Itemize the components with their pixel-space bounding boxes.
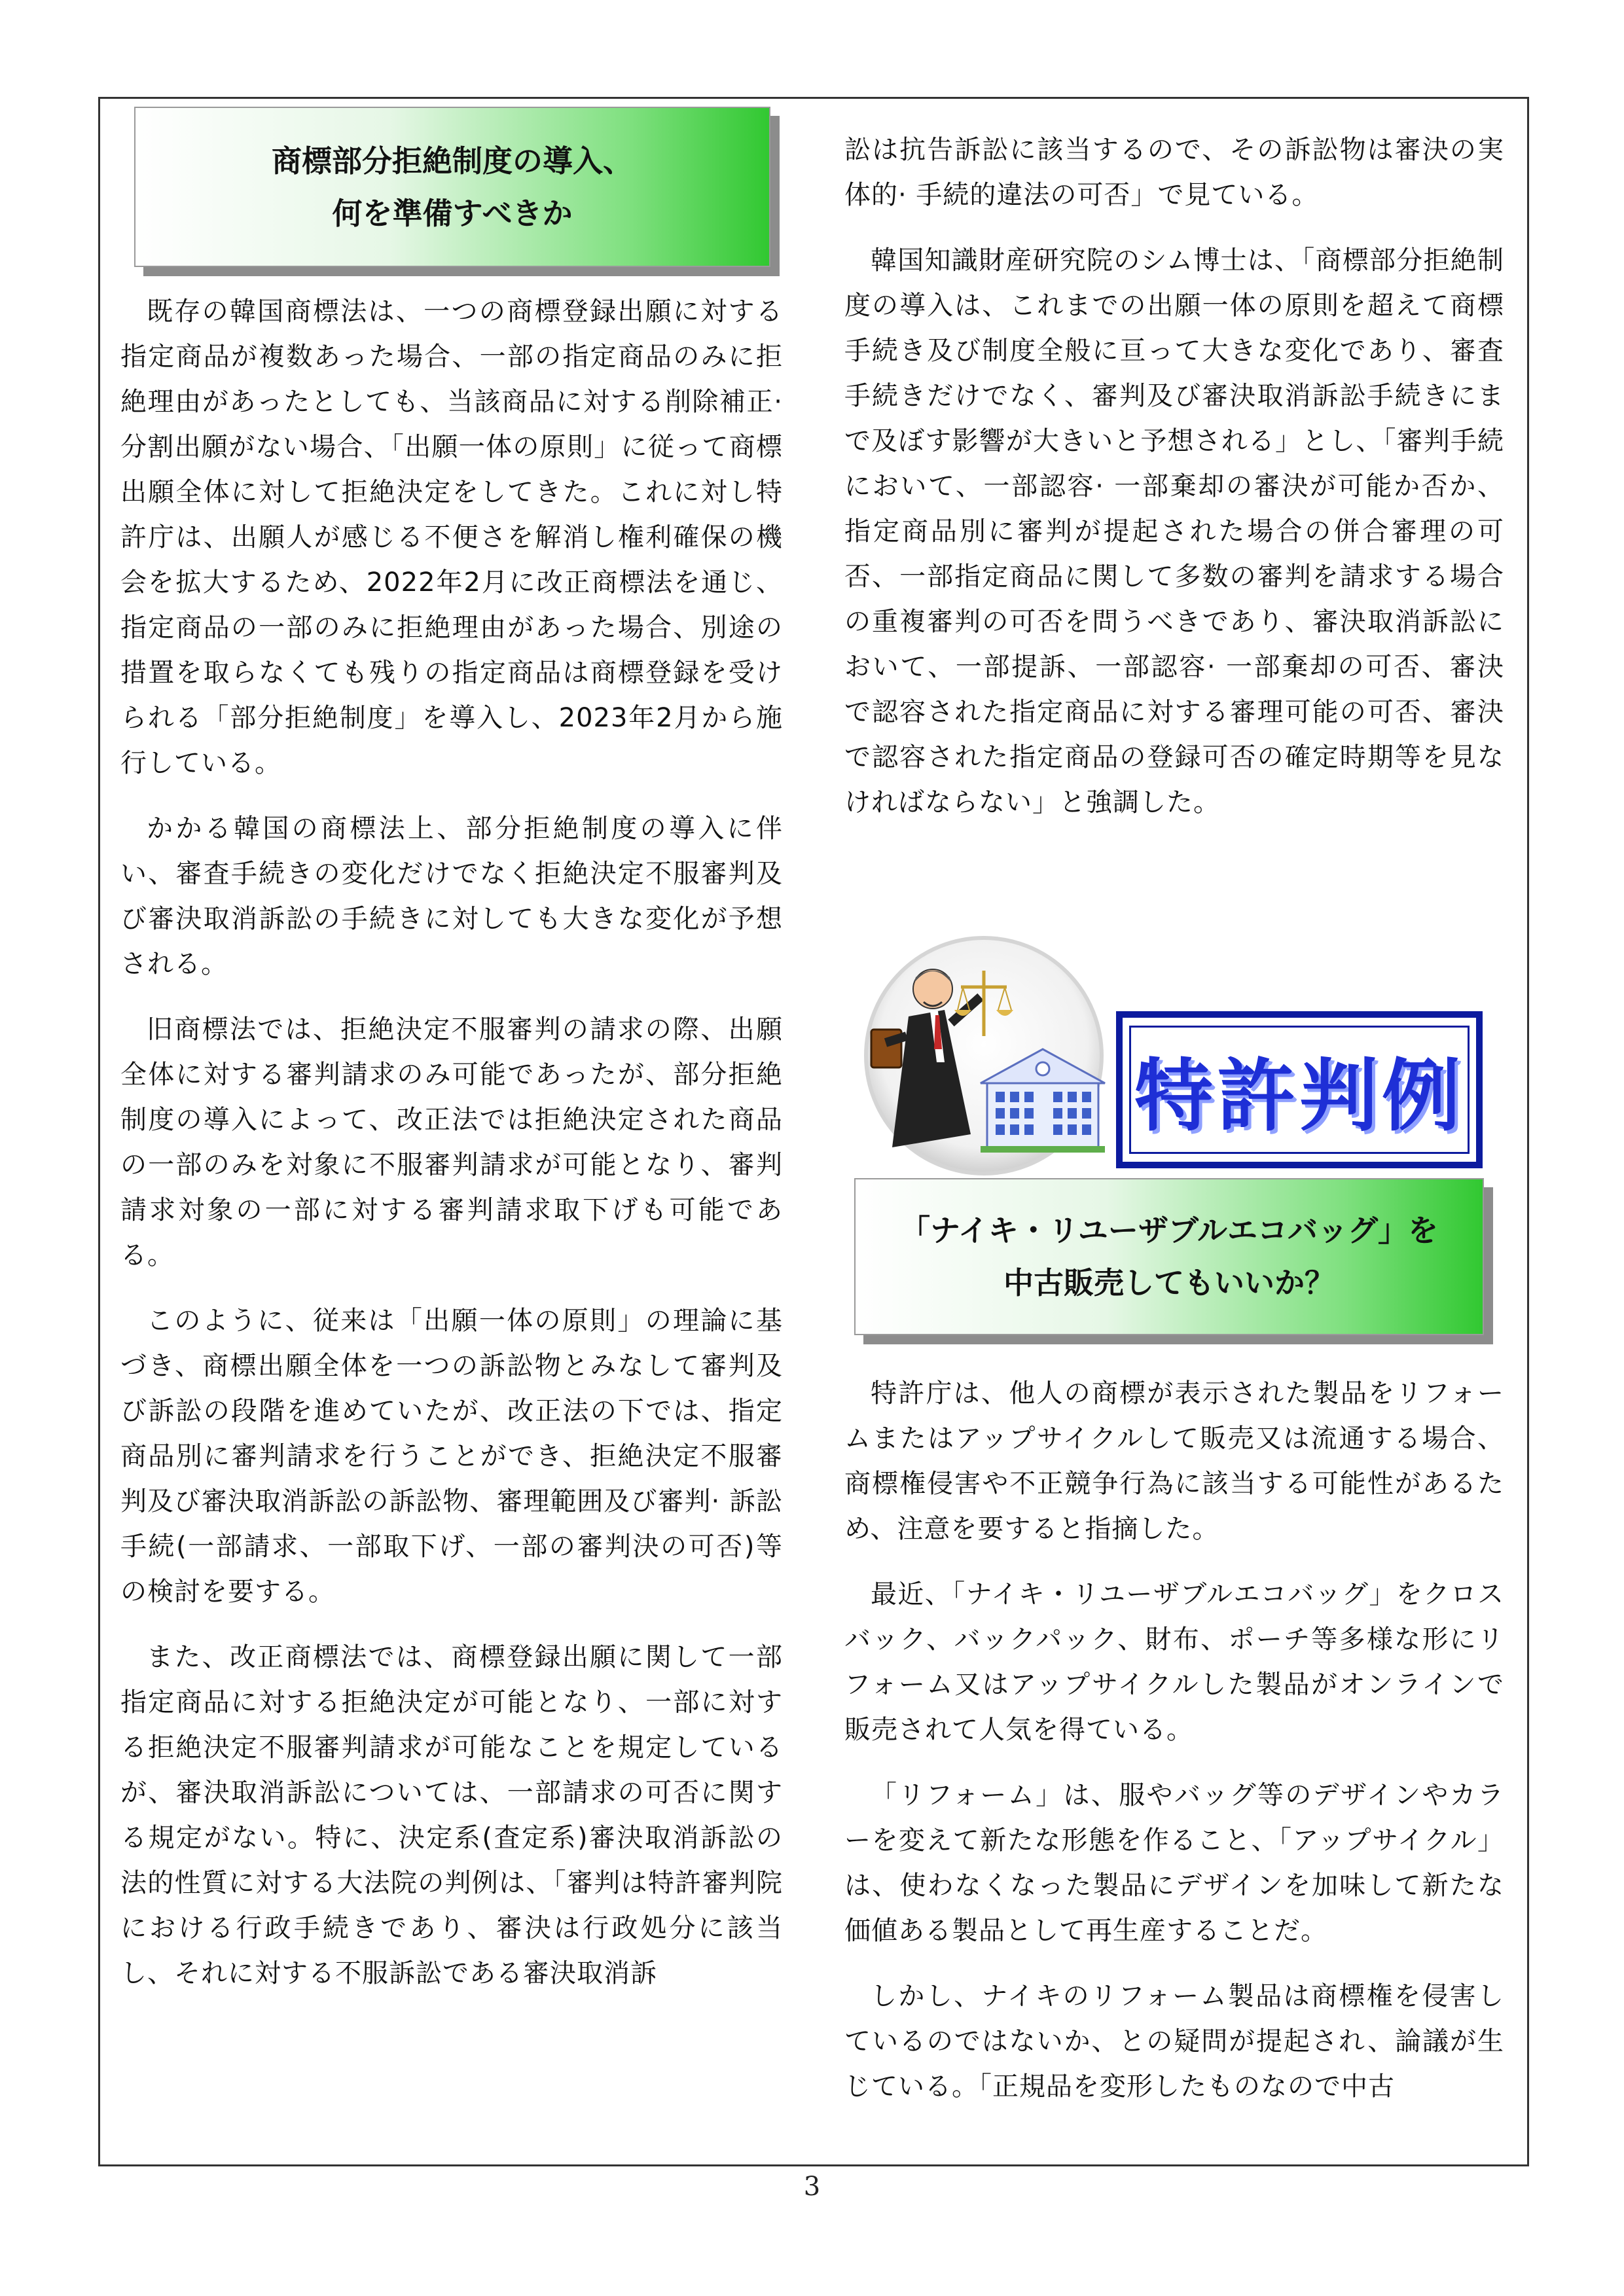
paragraph: 訟は抗告訴訟に該当するので、その訴訟物は審決の実体的· 手続的違法の可否」で見ている。 — [844, 135, 1504, 210]
paragraph: 「リフォーム」は、服やバッグ等のデザインやカラーを変えて新たな形態を作ること、「アップサイクル」は、使わなくなった製品にデザインを加味して新たな価値ある製品として再生産することだ。 — [844, 1780, 1504, 1946]
lawyer-courthouse-illustration — [846, 931, 1134, 1180]
headline-line-2: 何を準備すべきか — [332, 195, 573, 231]
paragraph: 最近、「ナイキ・リユーザブルエコバッグ」をクロスバック、バックパック、財布、ポーチ等多様な形にリフォーム又はアップサイクルした製品がオンラインで販売されて人気を得ている。 — [844, 1579, 1504, 1745]
paragraph: 既存の韓国商標法は、一つの商標登録出願に対する指定商品が複数あった場合、一部の指定商品のみに拒絶理由があったとしても、当該商品に対する削除補正· 分割出願がない場合、「出願一体の原則」に従って商標出願全体に対して拒絶決定をしてきた。これに対し特許庁は、出願人が感じる不便さを解消し権利確保の機会を拡大するため、2022年2月に改正商標法を通じ、指定商品の一部のみに拒絶理由があった場合、別途の措置を取らなくても残りの指定商品は商標登録を受けられる「部分拒絶制度」を導入し、2023年2月から施行している。 — [120, 296, 783, 778]
article-headline-nike — [854, 1178, 1484, 1335]
left-column — [120, 289, 783, 2017]
paragraph: 旧商標法では、拒絶決定不服審判の請求の際、出願全体に対する審判請求のみ可能であったが、部分拒絶制度の導入によって、改正法では拒絶決定された商品の一部のみを対象に不服審判請求が可能となり、審判請求対象の一部に対する審判請求取下げも可能である。 — [120, 1014, 783, 1270]
paragraph: しかし、ナイキのリフォーム製品は商標権を侵害しているのではないか、との疑問が提起され、論議が生じている。「正規品を変形したものなので中古 — [844, 1981, 1504, 2102]
patent-case-badge-label: 特許判例 — [1129, 1026, 1470, 1154]
paragraph: 韓国知識財産研究院のシム博士は、「商標部分拒絶制度の導入は、これまでの出願一体の原則を超えて商標手続き及び制度全般に亘って大きな変化であり、審査手続きだけでなく、審判及び審決取消訴訟手続きにまで及ぼす影響が大きいと予想される」とし、「審判手続において、一部認容· 一部棄却の審決が可能か否か、指定商品別に審判が提起された場合の併合審理の可否、一部指定商品に関して多数の審判を請求する場合の重複審判の可否を問うべきであり、審決取消訴訟において、一部提訴、一部認容· 一部棄却の可否、審決で認容された指定商品に対する審理可能の可否、審決で認容された指定商品の登録可否の確定時期等を見なければならない」と強調した。 — [844, 245, 1504, 817]
right-column-bottom — [844, 1371, 1504, 2130]
headline-line-1: 商標部分拒絶制度の導入、 — [272, 143, 633, 179]
right-column-top — [844, 128, 1504, 846]
page-number: 3 — [803, 2172, 821, 2202]
paragraph: また、改正商標法では、商標登録出願に関して一部指定商品に対する拒絶決定が可能となり、一部に対する拒絶決定不服審判請求が可能なことを規定しているが、審決取消訴訟については、一部請求の可否に関する規定がない。特に、決定系(査定系)審決取消訴訟の法的性質に対する大法院の判例は、「審判は特許審判院における行政手続きであり、審決は行政処分に該当し、それに対する不服訴訟である審決取消訴 — [120, 1642, 783, 1988]
headline-line-2: 中古販売してもいいか？ — [1003, 1265, 1335, 1300]
article-headline-trademark — [134, 107, 770, 267]
paragraph: かかる韓国の商標法上、部分拒絶制度の導入に伴い、審査手続きの変化だけでなく拒絶決定不服審判及び審決取消訴訟の手続きに対しても大きな変化が予想される。 — [120, 814, 783, 979]
patent-case-badge — [1116, 1011, 1483, 1168]
paragraph: このように、従来は「出願一体の原則」の理論に基づき、商標出願全体を一つの訴訟物とみなして審判及び訴訟の段階を進めていたが、改正法の下では、指定商品別に審判請求を行うことができ、拒絶決定不服審判及び審決取消訴訟の訴訟物、審理範囲及び審判· 訴訟手続(一部請求、一部取下げ、一部の審判決の可否)等の検討を要する。 — [120, 1306, 783, 1607]
headline-line-1: 「ナイキ・リユーザブルエコバッグ」を — [899, 1213, 1439, 1248]
paragraph: 特許庁は、他人の商標が表示された製品をリフォームまたはアップサイクルして販売又は流通する場合、商標権侵害や不正競争行為に該当する可能性があるため、注意を要すると指摘した。 — [844, 1378, 1504, 1544]
